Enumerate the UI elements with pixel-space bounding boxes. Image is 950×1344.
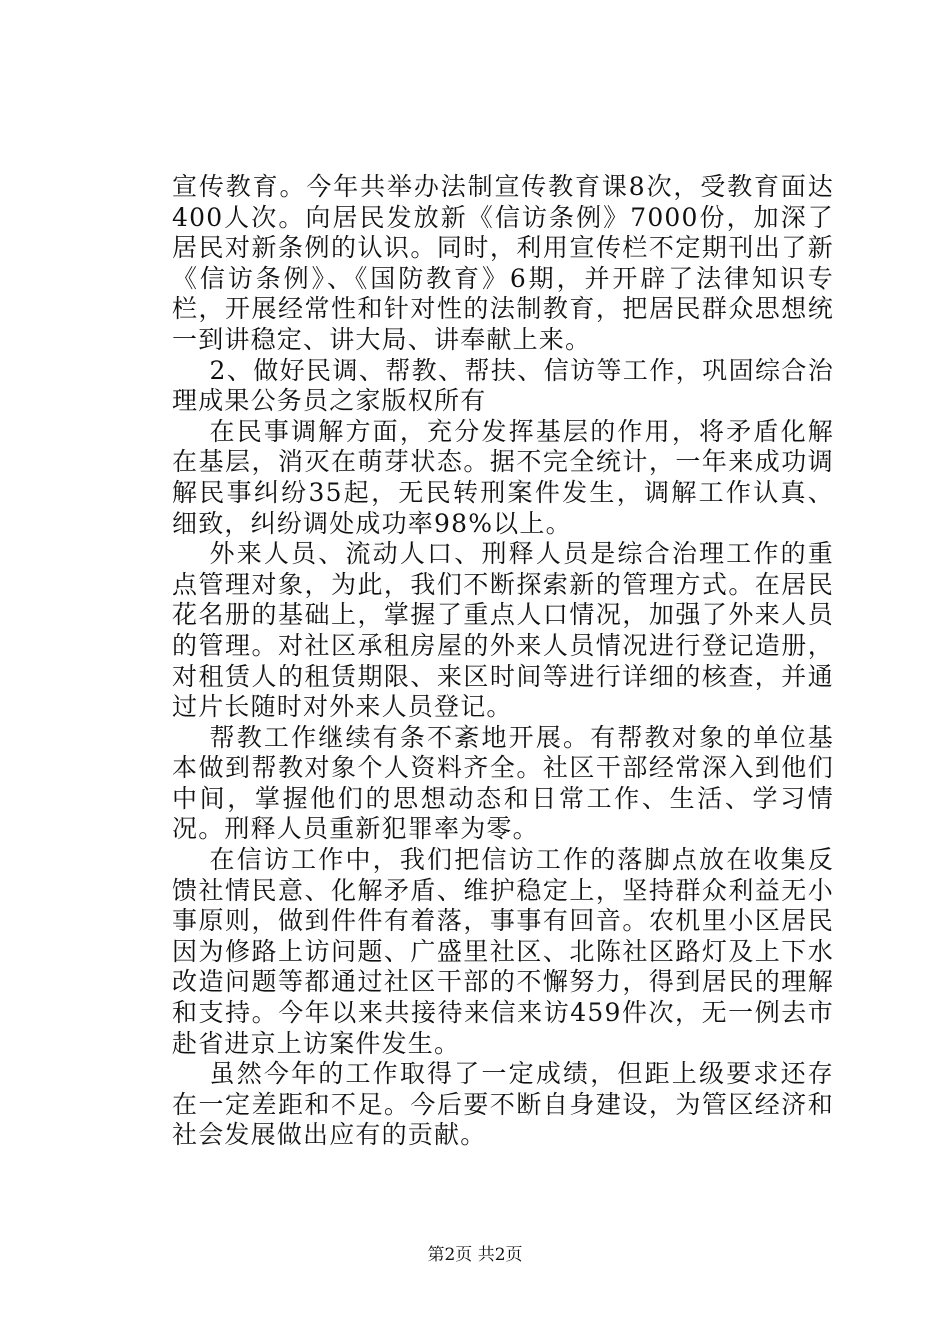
- paragraph-6: 在信访工作中，我们把信访工作的落脚点放在收集反馈社情民意、化解矛盾、维护稳定上，坚持群众利益无小事原则，做到件件有着落，事事有回音。农机里小区居民因为修路上访问题、广盛里社区、北陈社区路灯及上下水改造问题等都通过社区干部的不懈努力，得到居民的理解和支持。今年以来共接待来信来访459件次，无一例去市赴省进京上访案件发生。: [172, 845, 834, 1058]
- paragraph-4: 外来人员、流动人口、刑释人员是综合治理工作的重点管理对象，为此，我们不断探索新的管理方式。在居民花名册的基础上，掌握了重点人口情况，加强了外来人员的管理。对社区承租房屋的外来人员情况进行登记造册，对租赁人的租赁期限、来区时间等进行详细的核查，并通过片长随时对外来人员登记。: [172, 539, 834, 722]
- page-footer: 第2页 共2页: [427, 1245, 523, 1265]
- paragraph-7: 虽然今年的工作取得了一定成绩，但距上级要求还存在一定差距和不足。今后要不断自身建设，为管区经济和社会发展做出应有的贡献。: [172, 1059, 834, 1150]
- paragraph-3: 在民事调解方面，充分发挥基层的作用，将矛盾化解在基层，消灭在萌芽状态。据不完全统计，一年来成功调解民事纠纷35起，无民转刑案件发生，调解工作认真、细致，纠纷调处成功率98%以上。: [172, 416, 834, 538]
- paragraph-5: 帮教工作继续有条不紊地开展。有帮教对象的单位基本做到帮教对象个人资料齐全。社区干部经常深入到他们中间，掌握他们的思想动态和日常工作、生活、学习情况。刑释人员重新犯罪率为零。: [172, 722, 834, 844]
- paragraph-1: 宣传教育。今年共举办法制宣传教育课8次，受教育面达400人次。向居民发放新《信访条例》7000份，加深了居民对新条例的认识。同时，利用宣传栏不定期刊出了新《信访条例》、《国防教育》6期，并开辟了法律知识专栏，开展经常性和针对性的法制教育，把居民群众思想统一到讲稳定、讲大局、讲奉献上来。: [172, 172, 834, 354]
- paragraph-2-heading: 2、做好民调、帮教、帮扶、信访等工作，巩固综合治理成果公务员之家版权所有: [172, 355, 834, 416]
- document-body: [172, 172, 834, 1151]
